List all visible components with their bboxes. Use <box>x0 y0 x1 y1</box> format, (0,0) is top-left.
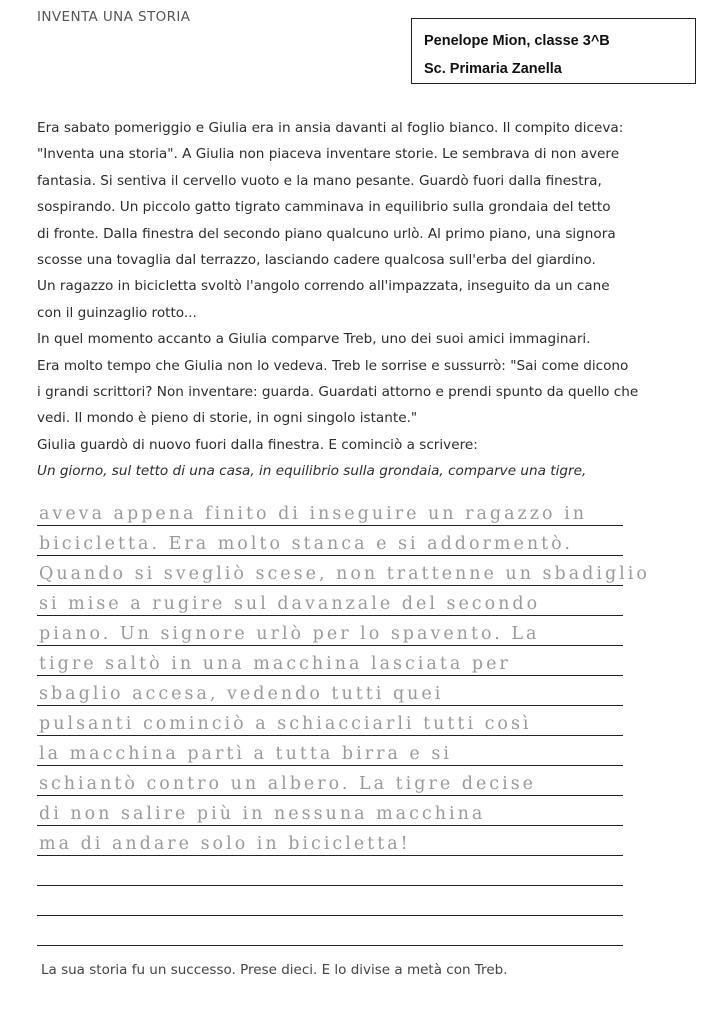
handwritten-text: la macchina partì a tutta birra e si <box>39 744 452 764</box>
prompt-line: In quel momento accanto a Giulia comparve Treb, uno dei suoi amici immaginari. <box>37 331 591 348</box>
handwritten-text: si mise a rugire sul davanzale del secondo <box>39 594 541 614</box>
prompt-line: di fronte. Dalla finestra del secondo piano qualcuno urlò. Al primo piano, una signora <box>37 225 616 242</box>
prompt-line: i grandi scrittori? Non inventare: guarda. Guardati attorno e prendi spunto da quello che <box>37 384 639 401</box>
writing-line <box>37 856 623 886</box>
story-prompt <box>37 115 639 485</box>
writing-line <box>37 736 623 766</box>
prompt-line: scosse una tovaglia dal terrazzo, lasciando cadere qualcosa sull'erba del giardino. <box>37 252 596 269</box>
story-ending: La sua storia fu un successo. Prese dieci. E lo divise a metà con Treb. <box>41 962 508 978</box>
prompt-line: con il guinzaglio rotto... <box>37 304 197 321</box>
handwritten-text: tigre saltò in una macchina lasciata per <box>39 654 511 674</box>
worksheet-title: INVENTA UNA STORIA <box>37 9 191 25</box>
writing-lines <box>37 496 650 946</box>
prompt-line: Un ragazzo in bicicletta svoltò l'angolo correndo all'impazzata, inseguito da un cane <box>37 278 610 295</box>
writing-line <box>37 796 623 826</box>
prompt-line: sospirando. Un piccolo gatto tigrato camminava in equilibrio sulla grondaia del tetto <box>37 199 611 216</box>
writing-line <box>37 526 623 556</box>
prompt-line: Era molto tempo che Giulia non lo vedeva. Treb le sorrise e sussurrò: "Sai come dicono <box>37 357 629 374</box>
handwritten-text: piano. Un signore urlò per lo spavento. La <box>39 624 540 644</box>
handwritten-text: di non salire più in nessuna macchina <box>39 804 486 824</box>
prompt-line: vedi. Il mondo è pieno di storie, in ogni singolo istante." <box>37 410 418 427</box>
school-name: Sc. Primaria Zanella <box>424 61 562 77</box>
handwritten-text: sbaglio accesa, vedendo tutti quei <box>39 684 444 704</box>
writing-line <box>37 676 623 706</box>
prompt-line: fantasia. Si sentiva il cervello vuoto e la mano pesante. Guardò fuori dalla finestra, <box>37 172 602 189</box>
handwritten-text: ma di andare solo in bicicletta! <box>39 834 411 854</box>
writing-line <box>37 766 623 796</box>
prompt-line: Era sabato pomeriggio e Giulia era in ansia davanti al foglio bianco. Il compito diceva: <box>37 120 624 136</box>
handwritten-text: pulsanti cominciò a schiacciarli tutti così <box>39 714 532 734</box>
student-info-box <box>411 18 696 84</box>
writing-line <box>37 916 623 946</box>
handwritten-text: schiantò contro un albero. La tigre decise <box>39 774 537 794</box>
handwritten-text: Quando si svegliò scese, non trattenne un sbadiglio <box>39 564 650 584</box>
writing-line <box>37 556 650 586</box>
prompt-line: "Inventa una storia". A Giulia non piaceva inventare storie. Le sembrava di non avere <box>37 146 620 163</box>
writing-line <box>37 886 623 916</box>
prompt-line: Giulia guardò di nuovo fuori dalla finestra. E cominciò a scrivere: <box>37 436 478 453</box>
prompt-story-opening: Un giorno, sul tetto di una casa, in equilibrio sulla grondaia, comparve una tigre, <box>37 463 587 480</box>
student-name: Penelope Mion, classe 3^B <box>424 33 610 49</box>
writing-line <box>37 496 623 526</box>
writing-line <box>37 646 623 676</box>
writing-line <box>37 706 623 736</box>
writing-line <box>37 616 623 646</box>
handwritten-text: aveva appena finito di inseguire un ragazzo in <box>39 504 587 524</box>
writing-line <box>37 586 623 616</box>
handwritten-text: bicicletta. Era molto stanca e si addormentò. <box>39 534 573 554</box>
writing-line <box>37 826 623 856</box>
